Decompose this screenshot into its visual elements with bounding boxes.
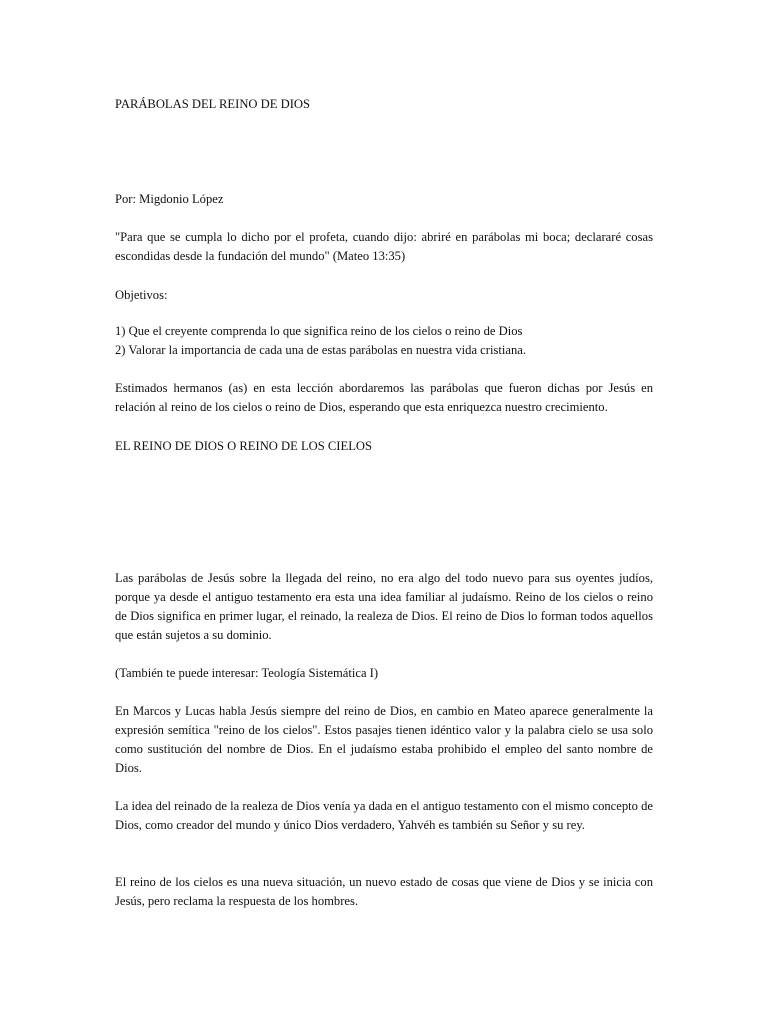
body-paragraph: El reino de los cielos es una nueva situación, un nuevo estado de cosas que viene de Dios y se inicia con Jesús, pero reclama la respuesta de los hombres.	[115, 875, 653, 908]
epigraph-quote: "Para que se cumpla lo dicho por el profeta, cuando dijo: abriré en parábolas mi boca; declararé cosas escondidas desde la fundación del mundo" (Mateo 13:35)	[115, 230, 653, 263]
objectives-list	[115, 322, 653, 360]
document-title: PARÁBOLAS DEL REINO DE DIOS	[115, 97, 310, 111]
body-paragraph: En Marcos y Lucas habla Jesús siempre del reino de Dios, en cambio en Mateo aparece generalmente la expresión semítica "reino de los cielos". Estos pasajes tienen idéntico valor y la palabra cielo se usa solo como sustitución del nombre de Dios. En el judaísmo estaba prohibido el empleo del santo nombre de Dios.	[115, 704, 653, 775]
objective-item: 2) Valorar la importancia de cada una de estas parábolas en nuestra vida cristiana.	[115, 343, 526, 357]
section-heading: EL REINO DE DIOS O REINO DE LOS CIELOS	[115, 439, 372, 453]
author-line: Por: Migdonio López	[115, 192, 224, 206]
related-link-note: (También te puede interesar: Teología Sistemática I)	[115, 666, 379, 680]
objective-item: 1) Que el creyente comprenda lo que significa reino de los cielos o reino de Dios	[115, 324, 523, 338]
body-paragraph: Las parábolas de Jesús sobre la llegada del reino, no era algo del todo nuevo para sus oyentes judíos, porque ya desde el antiguo testamento era esta una idea familiar al judaísmo. Reino de los cielos o reino de Dios significa en primer lugar, el reinado, la realeza de Dios. El reino de Dios lo forman todos aquellos que están sujetos a su dominio.	[115, 571, 653, 642]
objectives-heading: Objetivos:	[115, 288, 168, 302]
body-paragraph: La idea del reinado de la realeza de Dios venía ya dada en el antiguo testamento con el mismo concepto de Dios, como creador del mundo y único Dios verdadero, Yahvéh es también su Señor y su rey.	[115, 799, 653, 832]
intro-paragraph: Estimados hermanos (as) en esta lección abordaremos las parábolas que fueron dichas por Jesús en relación al reino de los cielos o reino de Dios, esperando que esta enriquezca nuestro crecimiento.	[115, 381, 653, 414]
